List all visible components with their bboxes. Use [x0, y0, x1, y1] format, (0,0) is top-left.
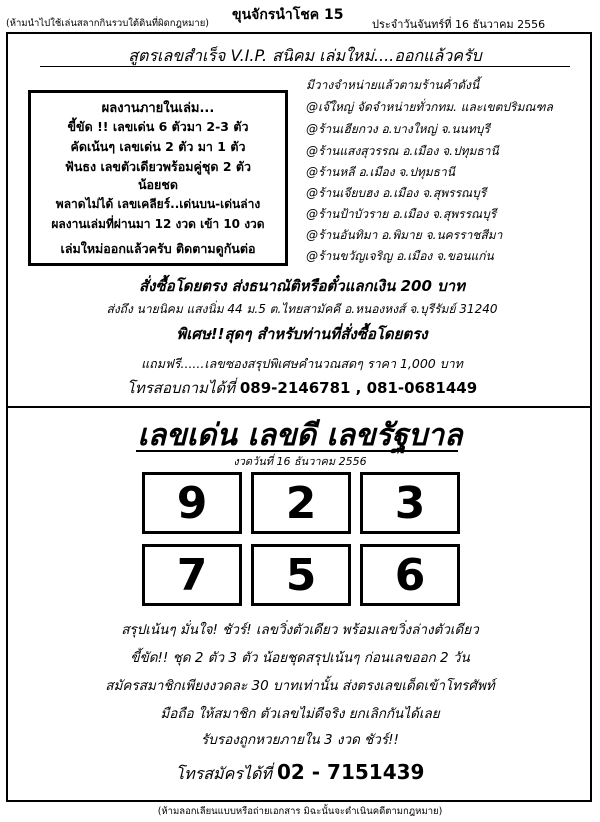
number-cell: 5: [251, 544, 351, 606]
contact-phone-label: โทรสอบถามได้ที่: [126, 379, 236, 397]
promo-line: มือถือ ให้สมาชิก ตัวเลขไม่ดีจริง ยกเลิกกันได้เลย: [160, 706, 440, 722]
number-cell: 9: [142, 472, 242, 534]
draw-date: งวดวันที่ 16 ธันวาคม 2556: [233, 455, 367, 468]
shop-item: @ร้านเจียบฮง อ.เมือง จ.สุพรรณบุรี: [306, 186, 487, 200]
section-divider: [6, 406, 592, 408]
number-cell: 3: [360, 472, 460, 534]
contact-phone-line: [24, 376, 580, 400]
shop-item: @ร้านขวัญเจริญ อ.เมือง จ.ขอนแก่น: [306, 249, 494, 263]
results-line: พลาดไม่ได้ เลขเคลียร์..เด่นบน-เด่นล่าง: [55, 197, 261, 211]
results-line: ผลงานภายในเล่ม...: [101, 101, 215, 116]
number-cell: 6: [360, 544, 460, 606]
shop-item: @ร้านแสงสุวรรณ อ.เมือง จ.ปทุมธานี: [306, 144, 499, 158]
shops-heading: มีวางจำหน่ายแล้วตามร้านค้าดังนี้: [306, 78, 480, 92]
headline: สูตรเลขสำเร็จ V.I.P. สนิคม เล่มใหม่....ออกแล้วครับ: [128, 46, 482, 65]
promo-line: ขี้ขัด!! ชุด 2 ตัว 3 ตัว น้อยชุดสรุปเน้นๆ ก่อนเลขออก 2 วัน: [130, 650, 470, 666]
results-line: ผลงานเล่มที่ผ่านมา 12 งวด เข้า 10 งวด: [51, 217, 265, 231]
address-line: ส่งถึง นายนิคม แสงนิ่ม 44 ม.5 ต.ไทยสามัคคี อ.หนองหงส์ จ.บุรีรัมย์ 31240: [106, 302, 498, 316]
results-box: [28, 90, 288, 266]
issue-date: ประจำวันจันทร์ที่ 16 ธันวาคม 2556: [372, 18, 546, 31]
page-title: ขุนจักรนำโชค 15: [232, 7, 344, 23]
headline-underline: [40, 66, 570, 67]
promo-line: สมัครสมาชิกเพียงงวดละ 30 บาทเท่านั้น ส่งตรงเลขเด็ดเข้าโทรศัพท์: [105, 678, 495, 694]
register-phone-label: โทรสมัครได้ที่: [175, 764, 272, 783]
number-cell: 2: [251, 472, 351, 534]
contact-phone-numbers: 089-2146781 , 081-0681449: [239, 379, 478, 397]
footer-legal-note: (ห้ามลอกเลียนแบบหรือถ่ายเอกสาร มิฉะนั้นจะดำเนินคดีตามกฎหมาย): [157, 806, 443, 817]
register-phone-number: 02 - 7151439: [276, 760, 425, 784]
promo-line: สรุปเน้นๆ มั่นใจ! ชัวร์! เลขวิ่งตัวเดียว พร้อมเลขวิ่งล่างตัวเดียว: [121, 622, 479, 638]
special-offer-line: พิเศษ!!สุดๆ สำหรับท่านที่สั่งซื้อโดยตรง: [176, 325, 428, 343]
order-line: สั่งซื้อโดยตรง ส่งธนาณัติหรือตั๋วแลกเงิน 200 บาท: [139, 277, 465, 295]
shop-item: @ร้านอันทิมา อ.พิมาย จ.นครราชสีมา: [306, 228, 503, 242]
shop-item: @เจ๊ใหญ่ จัดจำหน่ายทั่วกทม. และเขตปริมณฑล: [306, 100, 553, 114]
free-gift-line: แถมฟรี......เลขซองสรุปพิเศษคำนวณสดๆ ราคา 1,000 บาท: [141, 356, 463, 371]
results-line: ฟันธง เลขตัวเดียวพร้อมคู่ชุด 2 ตัว: [64, 159, 252, 174]
shop-item: @ร้านหลี อ.เมือง จ.ปทุมธานี: [306, 165, 455, 179]
promo-line: รับรองถูกหวยภายใน 3 งวด ชัวร์!!: [201, 732, 399, 748]
header-legal-note: (ห้ามนำไปใช้เล่นสลากกินรวบใต้ดินที่ผิดกฎหมาย): [6, 18, 210, 29]
lottery-title: เลขเด่น เลขดี เลขรัฐบาล: [137, 418, 463, 453]
results-line: เล่มใหม่ออกแล้วครับ ติดตามดูกันต่อ: [60, 241, 256, 256]
results-line: น้อยชด: [138, 177, 178, 192]
results-line: ขี้ขัด !! เลขเด่น 6 ตัวมา 2-3 ตัว: [67, 119, 249, 134]
number-cell: 7: [142, 544, 242, 606]
number-grid: [142, 472, 460, 608]
register-phone-line: [14, 760, 586, 787]
results-line: คัดเน้นๆ เลขเด่น 2 ตัว มา 1 ตัว: [70, 139, 246, 154]
shop-item: @ร้านเฮียกวง อ.บางใหญ่ จ.นนทบุรี: [306, 122, 490, 136]
shop-item: @ร้านป้าบัวราย อ.เมือง จ.สุพรรณบุรี: [306, 207, 497, 221]
